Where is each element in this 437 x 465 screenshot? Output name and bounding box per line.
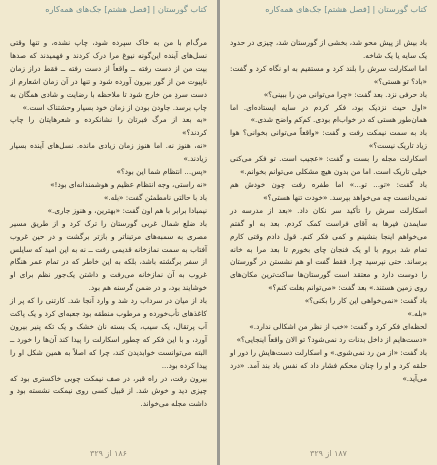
paragraph: «پس... انتظام شما این بود؟» [116,167,207,177]
paragraph: «نه راستی، وجه انتظام عظیم و هوشمندانه‌ای بود!» [50,179,207,189]
paragraph: اما اسکارلت سرش را بلند کرد و مستقیم به او نگاه کرد و گفت: «باد؟ تو هستی؟» [230,63,427,86]
paragraph: «دست‌هایم از داخل بدنات رد نمی‌شود؟ تو الان واقعاً اینجایی؟» [236,334,427,344]
page-body [230,37,427,385]
paragraph: «اول حیث نزدیک بود، فکر کردم در سایه ایستاده‌ای. اما همان‌طور هستی که در خواب‌ام بودی. کم‌کم واضح شدی.» [230,102,427,125]
paragraph: اسکارلت مجله را بست و گفت: «عجیب است. تو فکر می‌کنی خیلی تاریک است. اما من بدون هیچ مشکلی می‌توانم بخوانم.» [230,154,427,177]
left-page [0,0,217,465]
paragraph: باد به سمت نیمکت رفت و گفت: «واقعاً می‌توانی بخوانی؟ هوا زیاد تاریک نیست؟» [230,128,427,151]
paragraph: باد با حالتی نامطمئن گفت: «بله.» [103,192,207,202]
paragraph: باد گفت: «از من رد نمی‌شوی.» و اسکارلت دست‌هایش را دور او حلقه کرد و او را چنان محکم فشار داد که نفس باد بند آمد. «درد می‌آید.» [230,347,427,383]
right-page [220,0,437,465]
paragraph: باد گفت: «تو... تو...» اما طفره رفت چون خودش هم نمی‌دانست چه می‌خواهد بپرسد. «خودت تنها هستی؟» [230,179,427,202]
paragraph: اسکارلت سرش را تأکید سر نکان داد. «بعد از مدرسه در سایمدن فیرها به آقای فراست کمک کردم. بعد به او گفتم می‌خواهم اینجا بنشینم و کمی فکر کنم. قول دادم وقتی کارم تمام شد بروم با او یک فنجان چای بخورم تا بعد مرا به خانه برساند. حتی نپرسید چرا. فقط گفت او هم نشستن در گورستان را دوست دارد و معتقد است گورستان‌ها ساکت‌ترین مکان‌های روی زمین هستند.» بعد گفت: «می‌توانم بغلت کنم؟» [230,205,427,293]
paragraph: «به بعد از مرگ فبرتان را نشانکرده و شعرهایتان را چاپ کردند؟» [10,115,207,138]
paragraph: باد ضلع شمال غربی گورستان را ترک کرد و از طریق مسیر مصری به سمبه‌های مرتبنا‌تر و بازتر برگشت و در حین غروب آفتاب به سمت نمازخانه قدیمی رفت ــ نه به این امید که سایلس از سفر برگشته باشد، بلکه به این خاطر که در تمام عمر هنگام غروب به آن نمازخانه می‌رفت و داشتن یک‌جور نظم برای او خوشایند بود، و در ضمن گرسنه هم بود. [10,218,207,293]
page-body [10,37,207,411]
paragraph: نیمبادا برابر با هم اون گفت: «بهترین، و هنوز جاری.» [47,205,207,215]
page-number: ۱۸۶ از ۳۲۹ [90,449,127,458]
paragraph: بیرون رفت، در راه قبر، در صف نیمکت چوبی خاکستری بود که چیزی دید و خوش شد. از قبیل کسی روی نیمکت نشسته بود و داشت مجله می‌خواند. [10,373,207,409]
paragraph: «نه، هنوز نه. اما هنوز زمان زیادی مانده. نسل‌های آینده بسیار زیادند.» [10,141,207,164]
page-header: کتاب گورستان | [فصل هشتم] جک‌های همه‌کاره [45,4,207,14]
paragraph: باد گفت: «نمی‌خواهی این کار را بکنی؟» [304,296,427,306]
paragraph: باد حرفی نزد. بعد گفت: «چرا می‌توانی من را ببینی؟» [263,89,427,99]
paragraph: باد بیش از پیش محو شد، بخشی از گورستان شد، چیزی در حدود یک سایه یا یک شاخه. [230,38,427,60]
paragraph: «بله.» [407,309,427,319]
paragraph: باد از میان در سرداب رد شد و وارد آنجا شد. کارتنی را که پر از کاغذهای تأب‌خورده و مرطوب منطقه بود جعبه‌ای کرد و یک پاکت آب پرتقال، یک سیب، یک بسته نان خشک و یک تکه پنیر بیرون آورد، و با این فکر که چطور اسکارلت را پیدا کند آن‌ها را خورد ــ البته می‌توانست خوابدیدن کند، چرا که اصلاً به همین شکل او را پیدا کرده بود... [10,296,207,370]
paragraph: مرگ‌ام با من به خاک سپرده شود، چاپ نشده، و تنها وقتی نسل‌های آینده این‌گونه نیوغ مرا درک کردند و فهمیدند که صدها بیت من از دست رفته ــ واقعاً از دست رفته ــ فقط دراز زمان ناپیوت من از گور بیرون آورده شود و تنها در آن زمان اشعارم از دست سردِ من خارج شود تا ملاحظه با رضایت و شادی همگان به چاپ برسد. جاودن بودن از زمان خود بسیار وحشتناک است.» [10,38,207,112]
page-header: کتاب گورستان | [فصل هشتم] جک‌های همه‌کاره [265,4,427,14]
paragraph: لحظه‌ای فکر کرد و گفت: «خب از نظر من اشکالی ندارد.» [249,321,427,331]
page-number: ۱۸۷ از ۳۲۹ [310,449,347,458]
